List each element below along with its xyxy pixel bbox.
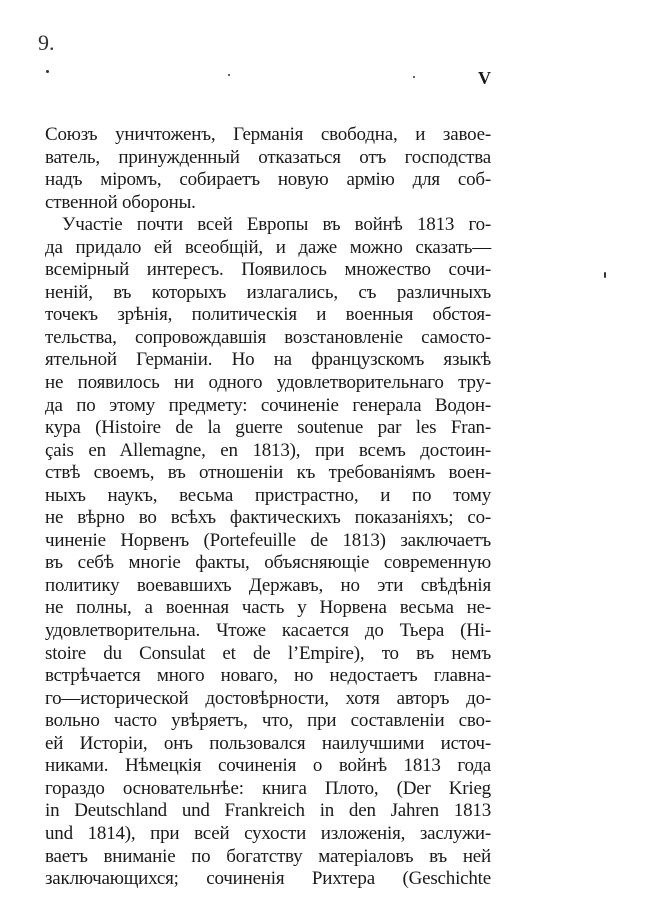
scan-speck — [604, 272, 606, 278]
page-corner-mark: 9. — [38, 30, 55, 55]
text-line: чиненіе Норвенъ (Portefeuille de 1813) заключаетъ — [45, 529, 491, 551]
body-text — [45, 124, 491, 891]
text-line: ныхъ наукъ, весьма пристрастно, и по тому — [45, 484, 491, 506]
text-line: in Deutschland und Frankreich in den Jahren 1813 — [45, 800, 491, 822]
text-line: ваетъ вниманіе по богатству матеріаловъ въ ней — [45, 845, 491, 867]
text-line: встрѣчается много новаго, но недостаетъ главна- — [45, 665, 491, 687]
text-line: не полны, а военная часть у Норвена весьма не- — [45, 597, 491, 619]
text-line: ей Исторіи, онъ пользовался наилучшими источ- — [45, 732, 491, 754]
text-line: никами. Нѣмецкія сочиненія о войнѣ 1813 года — [45, 755, 491, 777]
text-line: заключающихся; сочиненія Рихтера (Geschichte — [45, 868, 491, 890]
signature-mark: V — [478, 68, 491, 88]
text-line: всемірный интересъ. Появилось множество сочи- — [45, 259, 491, 281]
text-line: не вѣрно во всѣхъ фактическихъ показаніяхъ; со- — [45, 507, 491, 529]
scan-speck — [228, 74, 230, 76]
scan-speck — [46, 70, 49, 73]
text-line: ствѣ своемъ, въ отношеніи къ требованіямъ воен- — [45, 462, 491, 484]
text-line: кура (Histoire de la guerre soutenue par les Fran- — [45, 417, 491, 439]
text-line: und 1814), при всей сухости изложенія, заслужи- — [45, 822, 491, 844]
text-line: çais en Allemagne, en 1813), при всемъ достоин- — [45, 439, 491, 461]
text-line: гораздо основательнѣе: книга Плото, (Der Krieg — [45, 777, 491, 799]
text-line: го—исторической достовѣрности, хотя авторъ до- — [45, 687, 491, 709]
text-line: да по этому предмету: сочиненіе генерала Водон- — [45, 394, 491, 416]
text-line: не появилось ни одного удовлетворительнаго тру- — [45, 372, 491, 394]
text-line: ятельной Германіи. Но на французскомъ языкѣ — [45, 349, 491, 371]
text-line: вольно часто увѣряетъ, что, при составленіи сво- — [45, 710, 491, 732]
text-line: Участіе почти всей Европы въ войнѣ 1813 го- — [62, 214, 491, 236]
text-line: Союзъ уничтоженъ, Германія свободна, и завое- — [45, 124, 491, 145]
text-line: удовлетворительна. Чтоже касается до Тьера (Hi- — [45, 620, 491, 642]
text-line: неній, въ которыхъ излагались, съ различныхъ — [45, 281, 491, 303]
text-line: ватель, принужденный отказаться отъ господства — [45, 146, 491, 168]
text-line: въ себѣ многіе факты, объясняющіе современную — [45, 552, 491, 574]
text-line: точекъ зрѣнія, политическія и военныя обстоя- — [45, 304, 491, 326]
text-line: политику воевавшихъ Державъ, но эти свѣдѣнія — [45, 574, 491, 596]
text-line: да придало ей всеобщій, и даже можно сказать— — [45, 236, 491, 258]
text-line: надъ міромъ, собираетъ новую армію для соб- — [45, 169, 491, 191]
scan-speck — [413, 76, 415, 78]
text-line: ственной обороны. — [45, 191, 196, 213]
text-line: stoire du Consulat et de l’Empire), то въ немъ — [45, 642, 491, 664]
text-line: тельства, сопровождавшія возстановленіе самосто- — [45, 326, 491, 348]
